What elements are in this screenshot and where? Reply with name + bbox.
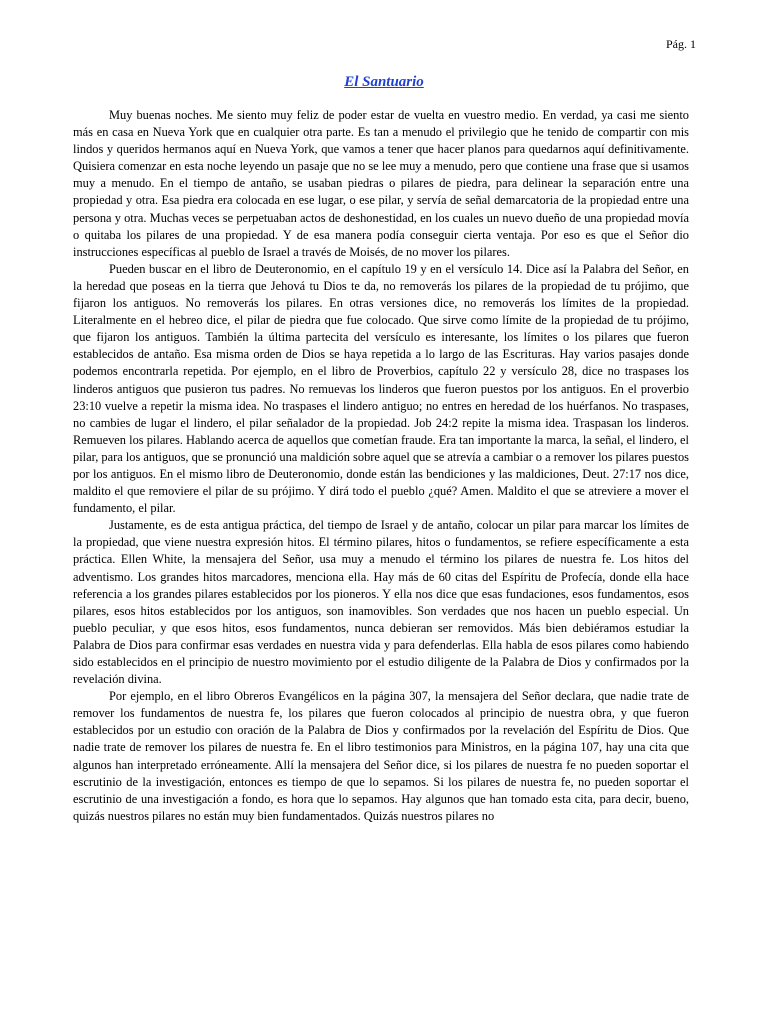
page-number: Pág. 1 xyxy=(666,37,696,51)
document-title: El Santuario xyxy=(344,74,424,90)
paragraph: Justamente, es de esta antigua práctica, del tiempo de Israel y de antaño, colocar un pilar para marcar los límites de la propiedad, que viene nuestra expresión hitos. El término pilares, hitos o fundamentos, se refiere específicamente a esta práctica. Ellen White, la mensajera del Señor, usa muy a menudo el término los pilares de nuestra fe. Los hitos del adventismo. Los grandes hitos marcadores, menciona ella. Hay más de 60 citas del Espíritu de Profecía, donde ella hace referencia a los grandes pilares establecidos por los pioneros. Y ella nos dice que esas fundaciones, esos fundamentos, esos pilares, esos hitos establecidos por los antiguos, son inamovibles. Son verdades que nos hacen un pueblo especial. Un pueblo peculiar, y que esos hitos, esos fundamentos, nunca debieran ser removidos. Más bien debiéramos estudiar la Palabra de Dios para confirmar esas verdades en nuestra vida y para defenderlas. Ella habla de esos pilares como habiendo sido establecidos en el principio de nuestro movimiento por el estudio diligente de la Palabra de Dios y confirmados por la revelación divina. xyxy=(73,518,689,687)
document-body xyxy=(73,107,689,825)
paragraph: Muy buenas noches. Me siento muy feliz de poder estar de vuelta en vuestro medio. En verdad, ya casi me siento más en casa en Nueva York que en cualquier otra parte. Es tan a menudo el privilegio que he tenido de compartir con mis lindos y queridos hermanos aquí en Nueva York, que vamos a tener que hacer planos para quedarnos aquí definitivamente. Quisiera comenzar en esta noche leyendo un pasaje que no se lee muy a menudo, pero que contiene una frase que si usamos muy a menudo. En el tiempo de antaño, se usaban piedras o pilares de piedra, para delinear la separación entre una propiedad y otra. Esa piedra era colocada en ese lugar, o ese pilar, y servía de señal demarcatoria de la propiedad entre una persona y otra. Muchas veces se perpetuaban actos de deshonestidad, en los cuales un nuevo dueño de una propiedad movía o quitaba los pilares de una propiedad. Y de esa manera podía conseguir cierta ventaja. Por eso es que el Señor dio instrucciones específicas al pueblo de Israel a través de Moisés, de no mover los pilares. xyxy=(73,108,689,259)
paragraph: Por ejemplo, en el libro Obreros Evangélicos en la página 307, la mensajera del Señor declara, que nadie trate de remover los fundamentos de nuestra fe, los pilares que fueron colocados al principio de nuestra obra, y que fueron establecidos por un estudio con oración de la Palabra de Dios y confirmados por la revelación del Espíritu de Dios. Que nadie trate de remover los pilares de nuestra fe. En el libro testimonios para Ministros, en la página 107, hay una cita que algunos han interpretado erróneamente. Allí la mensajera del Señor dice, si los pilares de nuestra fe no pueden soportar el escrutinio de la investigación, entonces es tiempo de que lo sepamos. Si los pilares de nuestra fe, no pueden soportar el escrutinio de una investigación a fondo, es hora que lo sepamos. Hay algunos que han tomado esta cita, para decir, bueno, quizás nuestros pilares no están muy bien fundamentados. Quizás nuestros pilares no xyxy=(73,689,689,823)
paragraph: Pueden buscar en el libro de Deuteronomio, en el capítulo 19 y en el versículo 14. Dice así la Palabra del Señor, en la heredad que poseas en la tierra que Jehová tu Dios te da, no removerás los pilares de la propiedad de tu prójimo, que fijaron los antiguos. No removerás los pilares. En otras versiones dice, no removerás los límites de la propiedad. Literalmente en el hebreo dice, el pilar de piedra que fue colocado. Que sirve como límite de la propiedad de tu prójimo, que fijaron los antiguos. También la última partecita del versículo es interesante, los límites o los pilares que fueron establecidos de antaño. Esa misma orden de Dios se haya repetida a lo largo de las Escrituras. Hay varios pasajes donde podemos encontrarla repetida. Por ejemplo, en el libro de Proverbios, capítulo 22 y versículo 28, dice no traspases los linderos antiguos que pusieron tus padres. No remuevas los linderos que fueron puestos por los antiguos. En el proverbio 23:10 vuelve a repetir la misma idea. No traspases el lindero antiguo; no entres en heredad de los huérfanos. No traspases, no cambies de lugar el lindero, el pilar señalador de la propiedad. Job 24:2 repite la misma idea. Traspasan los linderos. Remueven los pilares. Hablando acerca de aquellos que cometían fraude. Era tan importante la marca, la señal, el lindero, el pilar, para los antiguos, que se pronunció una maldición sobre aquel que se atrevía a cambiar o a remover los pilares puestos por los antiguos. En el mismo libro de Deuteronomio, donde están las bendiciones y las maldiciones, Deut. 27:17 nos dice, maldito el que removiere el pilar de su prójimo. Y dirá todo el pueblo ¿qué? Amen. Maldito el que se atreviere a mover el fundamento, el pilar. xyxy=(73,261,689,516)
